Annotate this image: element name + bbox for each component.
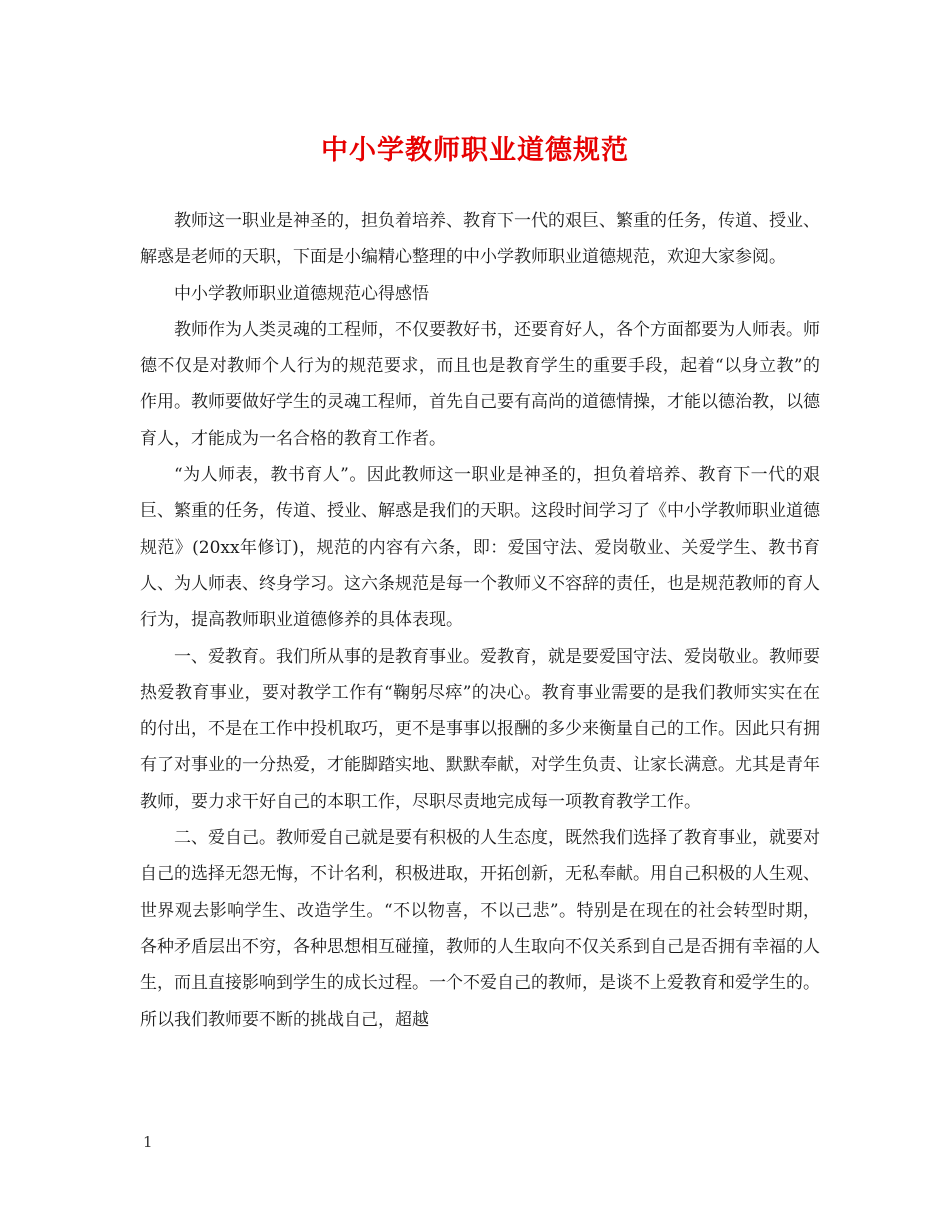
page-number: 1 [143, 1133, 153, 1151]
paragraph: 一、爱教育。我们所从事的是教育事业。爱教育，就是要爱国守法、爱岗敬业。教师要热爱教育事业，要对教学工作有“鞠躬尽瘁”的决心。教育事业需要的是我们教师实实在在的付出，不是在工作中投机取巧，更不是事事以报酬的多少来衡量自己的工作。因此只有拥有了对事业的一分热爱，才能脚踏实地、默默奉献，对学生负责、让家长满意。尤其是青年教师，要力求干好自己的本职工作，尽职尽责地完成每一项教育教学工作。 [140, 646, 820, 812]
document-title: 中小学教师职业道德规范 [321, 135, 629, 166]
paragraph: 二、爱自己。教师爱自己就是要有积极的人生态度，既然我们选择了教育事业，就要对自己的选择无怨无悔，不计名利，积极进取，开拓创新，无私奉献。用自己积极的人生观、世界观去影响学生、改造学生。“不以物喜，不以己悲”。特别是在现在的社会转型时期，各种矛盾层出不穷，各种思想相互碰撞，教师的人生取向不仅关系到自己是否拥有幸福的人生，而且直接影响到学生的成长过程。一个不爱自己的教师，是谈不上爱教育和爱学生的。所以我们教师要不断的挑战自己，超越 [140, 828, 820, 1030]
paragraph-intro: 教师这一职业是神圣的，担负着培养、教育下一代的艰巨、繁重的任务，传道、授业、解惑是老师的天职，下面是小编精心整理的中小学教师职业道德规范，欢迎大家参阅。 [140, 211, 820, 268]
document-body [140, 203, 820, 1038]
paragraph: “为人师表，教书育人”。因此教师这一职业是神圣的，担负着培养、教育下一代的艰巨、繁重的任务，传道、授业、解惑是我们的天职。这段时间学习了《中小学教师职业道德规范》(20xx年修订)，规范的内容有六条，即：爱国守法、爱岗敬业、关爱学生、教书育人、为人师表、终身学习。这六条规范是每一个教师义不容辞的责任，也是规范教师的育人行为，提高教师职业道德修养的具体表现。 [140, 465, 820, 631]
section-heading: 中小学教师职业道德规范心得感悟 [174, 283, 429, 304]
paragraph: 教师作为人类灵魂的工程师，不仅要教好书，还要育好人，各个方面都要为人师表。师德不仅是对教师个人行为的规范要求，而且也是教育学生的重要手段，起着“以身立教”的作用。教师要做好学生的灵魂工程师，首先自己要有高尚的道德情操，才能以德治教，以德育人，才能成为一名合格的教育工作者。 [140, 319, 820, 449]
